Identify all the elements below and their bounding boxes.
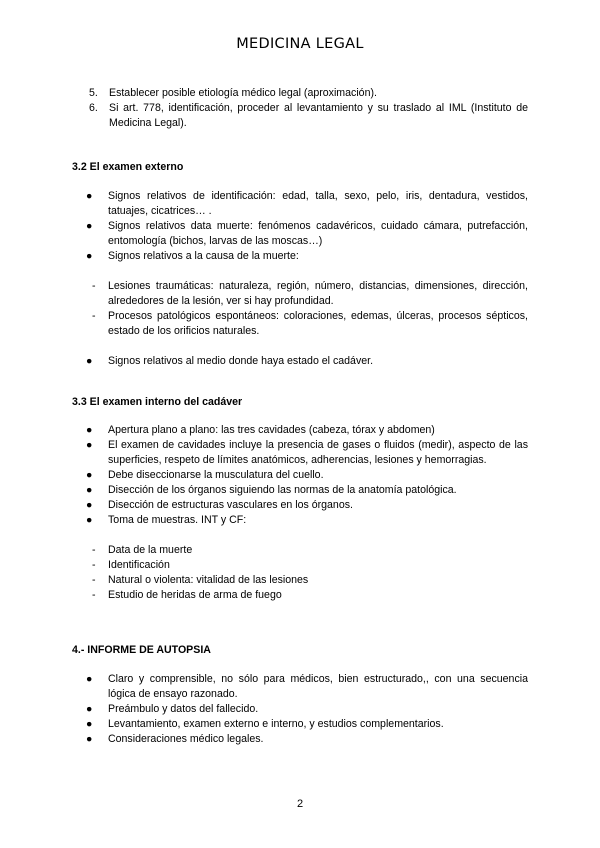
page-number: 2 <box>296 798 304 810</box>
list-item <box>72 672 528 702</box>
list-item-text: Levantamiento, examen externo e interno, y estudios complementarios. <box>108 718 444 730</box>
list-item <box>72 513 528 528</box>
list-item <box>72 279 528 309</box>
list-item <box>72 543 528 558</box>
list-item <box>72 86 528 101</box>
list-item-text: Data de la muerte <box>108 544 193 556</box>
list-item <box>72 249 528 264</box>
dash-marker: - <box>92 544 96 556</box>
list-item-text: Establecer posible etiología médico legal (aproximación). <box>109 87 377 99</box>
list-item <box>72 189 528 219</box>
list-item-text: Identificación <box>108 559 170 571</box>
list-item <box>72 354 528 369</box>
page-header-title: MEDICINA LEGAL <box>236 36 364 52</box>
list-item <box>72 468 528 483</box>
list-item-text: Debe diseccionarse la musculatura del cuello. <box>108 469 324 481</box>
list-item-text: Toma de muestras. INT y CF: <box>108 514 247 526</box>
list-item-text: Signos relativos de identificación: edad, talla, sexo, pelo, iris, dentadura, vestidos, tatuajes, cicatrices… . <box>108 190 528 217</box>
list-item-text: Si art. 778, identificación, proceder al levantamiento y su traslado al IML (Instituto de Medicina Legal). <box>109 102 528 129</box>
list-item-text: Disección de estructuras vasculares en los órganos. <box>108 499 353 511</box>
section-3-3-content <box>72 423 528 603</box>
bullet-icon: ● <box>86 733 93 745</box>
bullet-icon: ● <box>86 250 93 262</box>
section-4-content <box>72 672 528 747</box>
list-item <box>72 498 528 513</box>
list-item-text: Claro y comprensible, no sólo para médicos, bien estructurado,, con una secuencia lógica de ensayo razonado. <box>108 673 528 700</box>
list-item <box>72 438 528 468</box>
list-item-text: Natural o violenta: vitalidad de las lesiones <box>108 574 309 586</box>
dash-marker: - <box>92 559 96 571</box>
list-number: 5. <box>89 87 98 99</box>
list-item <box>72 588 528 603</box>
dash-marker: - <box>92 589 96 601</box>
list-item <box>72 483 528 498</box>
bullet-icon: ● <box>86 469 93 481</box>
bullet-icon: ● <box>86 424 93 436</box>
bullet-icon: ● <box>86 703 93 715</box>
bullet-icon: ● <box>86 439 93 451</box>
list-item <box>72 558 528 573</box>
dash-marker: - <box>92 310 96 322</box>
list-item-text: Signos relativos al medio donde haya estado el cadáver. <box>108 355 374 367</box>
bullet-icon: ● <box>86 190 93 202</box>
bullet-icon: ● <box>86 718 93 730</box>
list-item <box>72 732 528 747</box>
bullet-icon: ● <box>86 514 93 526</box>
list-number: 6. <box>89 102 98 114</box>
bullet-icon: ● <box>86 355 93 367</box>
list-item-text: Lesiones traumáticas: naturaleza, región, número, distancias, dimensiones, dirección, alrededores de la lesión, ver si hay profundidad. <box>108 280 528 307</box>
section-heading-4: 4.- INFORME DE AUTOPSIA <box>72 644 211 656</box>
list-item-text: El examen de cavidades incluye la presencia de gases o fluidos (medir), aspecto de las superficies, respeto de límites anatómicos, adherencias, lesiones y hemorragias. <box>108 439 528 466</box>
section-3-2-content <box>72 189 528 369</box>
list-item-text: Consideraciones médico legales. <box>108 733 264 745</box>
list-item-text: Signos relativos data muerte: fenómenos cadavéricos, cuidado cámara, putrefacción, entomología (bichos, larvas de las moscas…) <box>108 220 528 247</box>
list-item <box>72 101 528 131</box>
list-item <box>72 219 528 249</box>
list-item <box>72 309 528 339</box>
list-item <box>72 717 528 732</box>
list-item <box>72 423 528 438</box>
list-item-text: Signos relativos a la causa de la muerte: <box>108 250 299 262</box>
list-item <box>72 702 528 717</box>
list-item-text: Preámbulo y datos del fallecido. <box>108 703 259 715</box>
dash-marker: - <box>92 574 96 586</box>
section-heading-3-3: 3.3 El examen interno del cadáver <box>72 396 243 408</box>
bullet-icon: ● <box>86 484 93 496</box>
intro-numbered-list <box>72 86 528 131</box>
list-item <box>72 573 528 588</box>
bullet-icon: ● <box>86 499 93 511</box>
dash-marker: - <box>92 280 96 292</box>
bullet-icon: ● <box>86 673 93 685</box>
list-item-text: Disección de los órganos siguiendo las normas de la anatomía patológica. <box>108 484 457 496</box>
list-item-text: Estudio de heridas de arma de fuego <box>108 589 282 601</box>
section-heading-3-2: 3.2 El examen externo <box>72 161 184 173</box>
list-item-text: Procesos patológicos espontáneos: coloraciones, edemas, úlceras, procesos sépticos, estado de los orificios naturales. <box>108 310 528 337</box>
list-item-text: Apertura plano a plano: las tres cavidades (cabeza, tórax y abdomen) <box>108 424 435 436</box>
bullet-icon: ● <box>86 220 93 232</box>
